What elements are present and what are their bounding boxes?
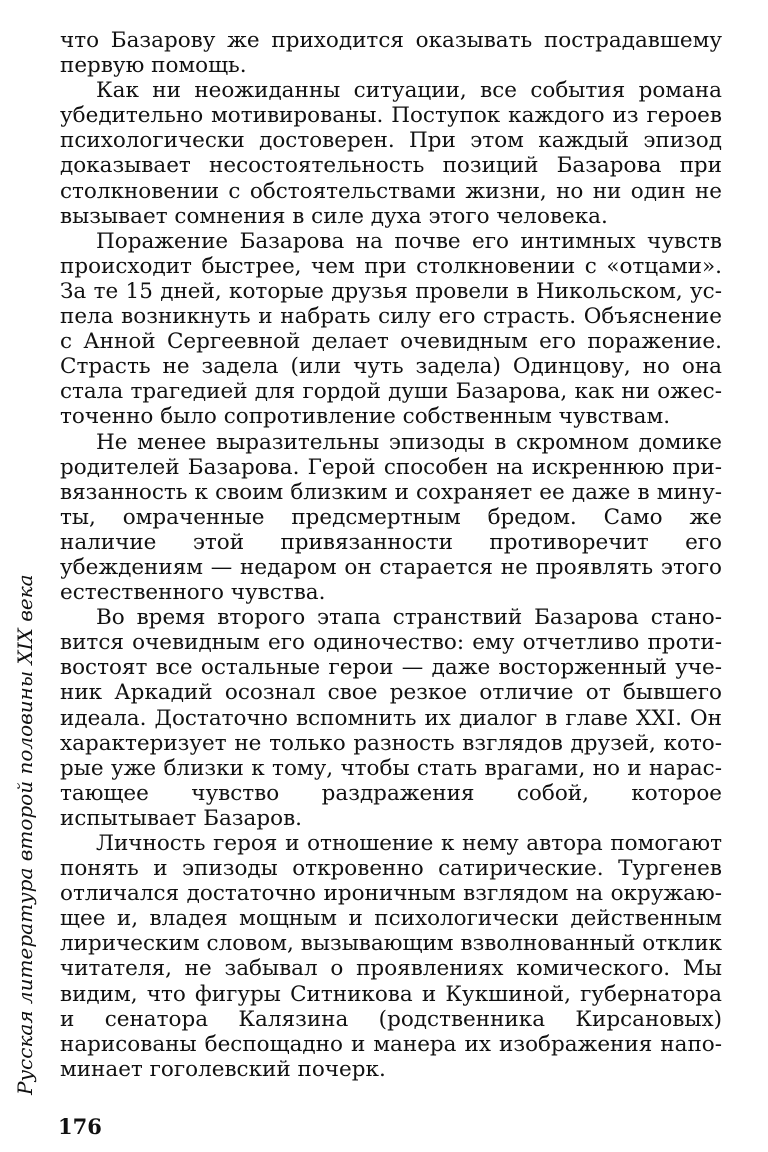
body-text	[60, 28, 722, 1082]
paragraph-2: Как ни неожиданны ситуации, все события романа убедительно мотивированы. Поступок каждого из героев психологически достоверен. При этом каждый эпизод доказывает несостоятельность позиций Базарова при столкновении с обстоятельствами жизни, но ни один не вызывает сомнения в силе духа этого человека.	[60, 78, 722, 229]
paragraph-5: Во время второго этапа странствий Базарова становится очевидным его одиночество: ему отчетливо противостоят все остальные герои — даже восторженный ученик Аркадий осознал свое резкое отличие от бывшего идеала. Достаточно вспомнить их диалог в главе XXI. Он характеризует не только разность взглядов друзей, которые уже близки к тому, чтобы стать врагами, но и нарастающее чувство раздражения собой, которое испытывает Базаров.	[60, 605, 722, 831]
paragraph-1: что Базарову же приходится оказывать пострадавшему первую помощь.	[60, 28, 722, 79]
paragraph-4: Не менее выразительны эпизоды в скромном домике родителей Базарова. Герой способен на искреннюю привязанность к своим близким и сохраняет ее даже в минуты, омраченные предсмертным бредом. Само же наличие этой привязанности противоречит его убеждениям — недаром он старается не проявлять этого естественного чувства.	[60, 429, 722, 606]
running-title: Русская литература второй половины XIX века	[13, 574, 37, 1095]
paragraph-6: Личность героя и отношение к нему автора помогают понять и эпизоды откровенно сатирические. Тургенев отличался достаточно ироничным взглядом на окружающее и, владея мощным и психологически действенным лирическим словом, вызывающим взволнованный отклик читателя, не забывал о проявлениях комического. Мы видим, что фигуры Ситникова и Кукшиной, губернатора и сенатора Калязина (родственника Кирсановых) нарисованы беспощадно и манера их изображения напоминает гоголевский почерк.	[60, 831, 722, 1082]
page-number: 176	[58, 1114, 102, 1139]
paragraph-3: Поражение Базарова на почве его интимных чувств происходит быстрее, чем при столкновении с «отцами». За те 15 дней, которые друзья провели в Никольском, успела возникнуть и набрать силу его страсть. Объяснение с Анной Сергеевной делает очевидным его поражение. Страсть не задела (или чуть задела) Одинцову, но она стала трагедией для гордой души Базарова, как ни ожесточенно было сопротивление собственным чувствам.	[60, 228, 722, 430]
